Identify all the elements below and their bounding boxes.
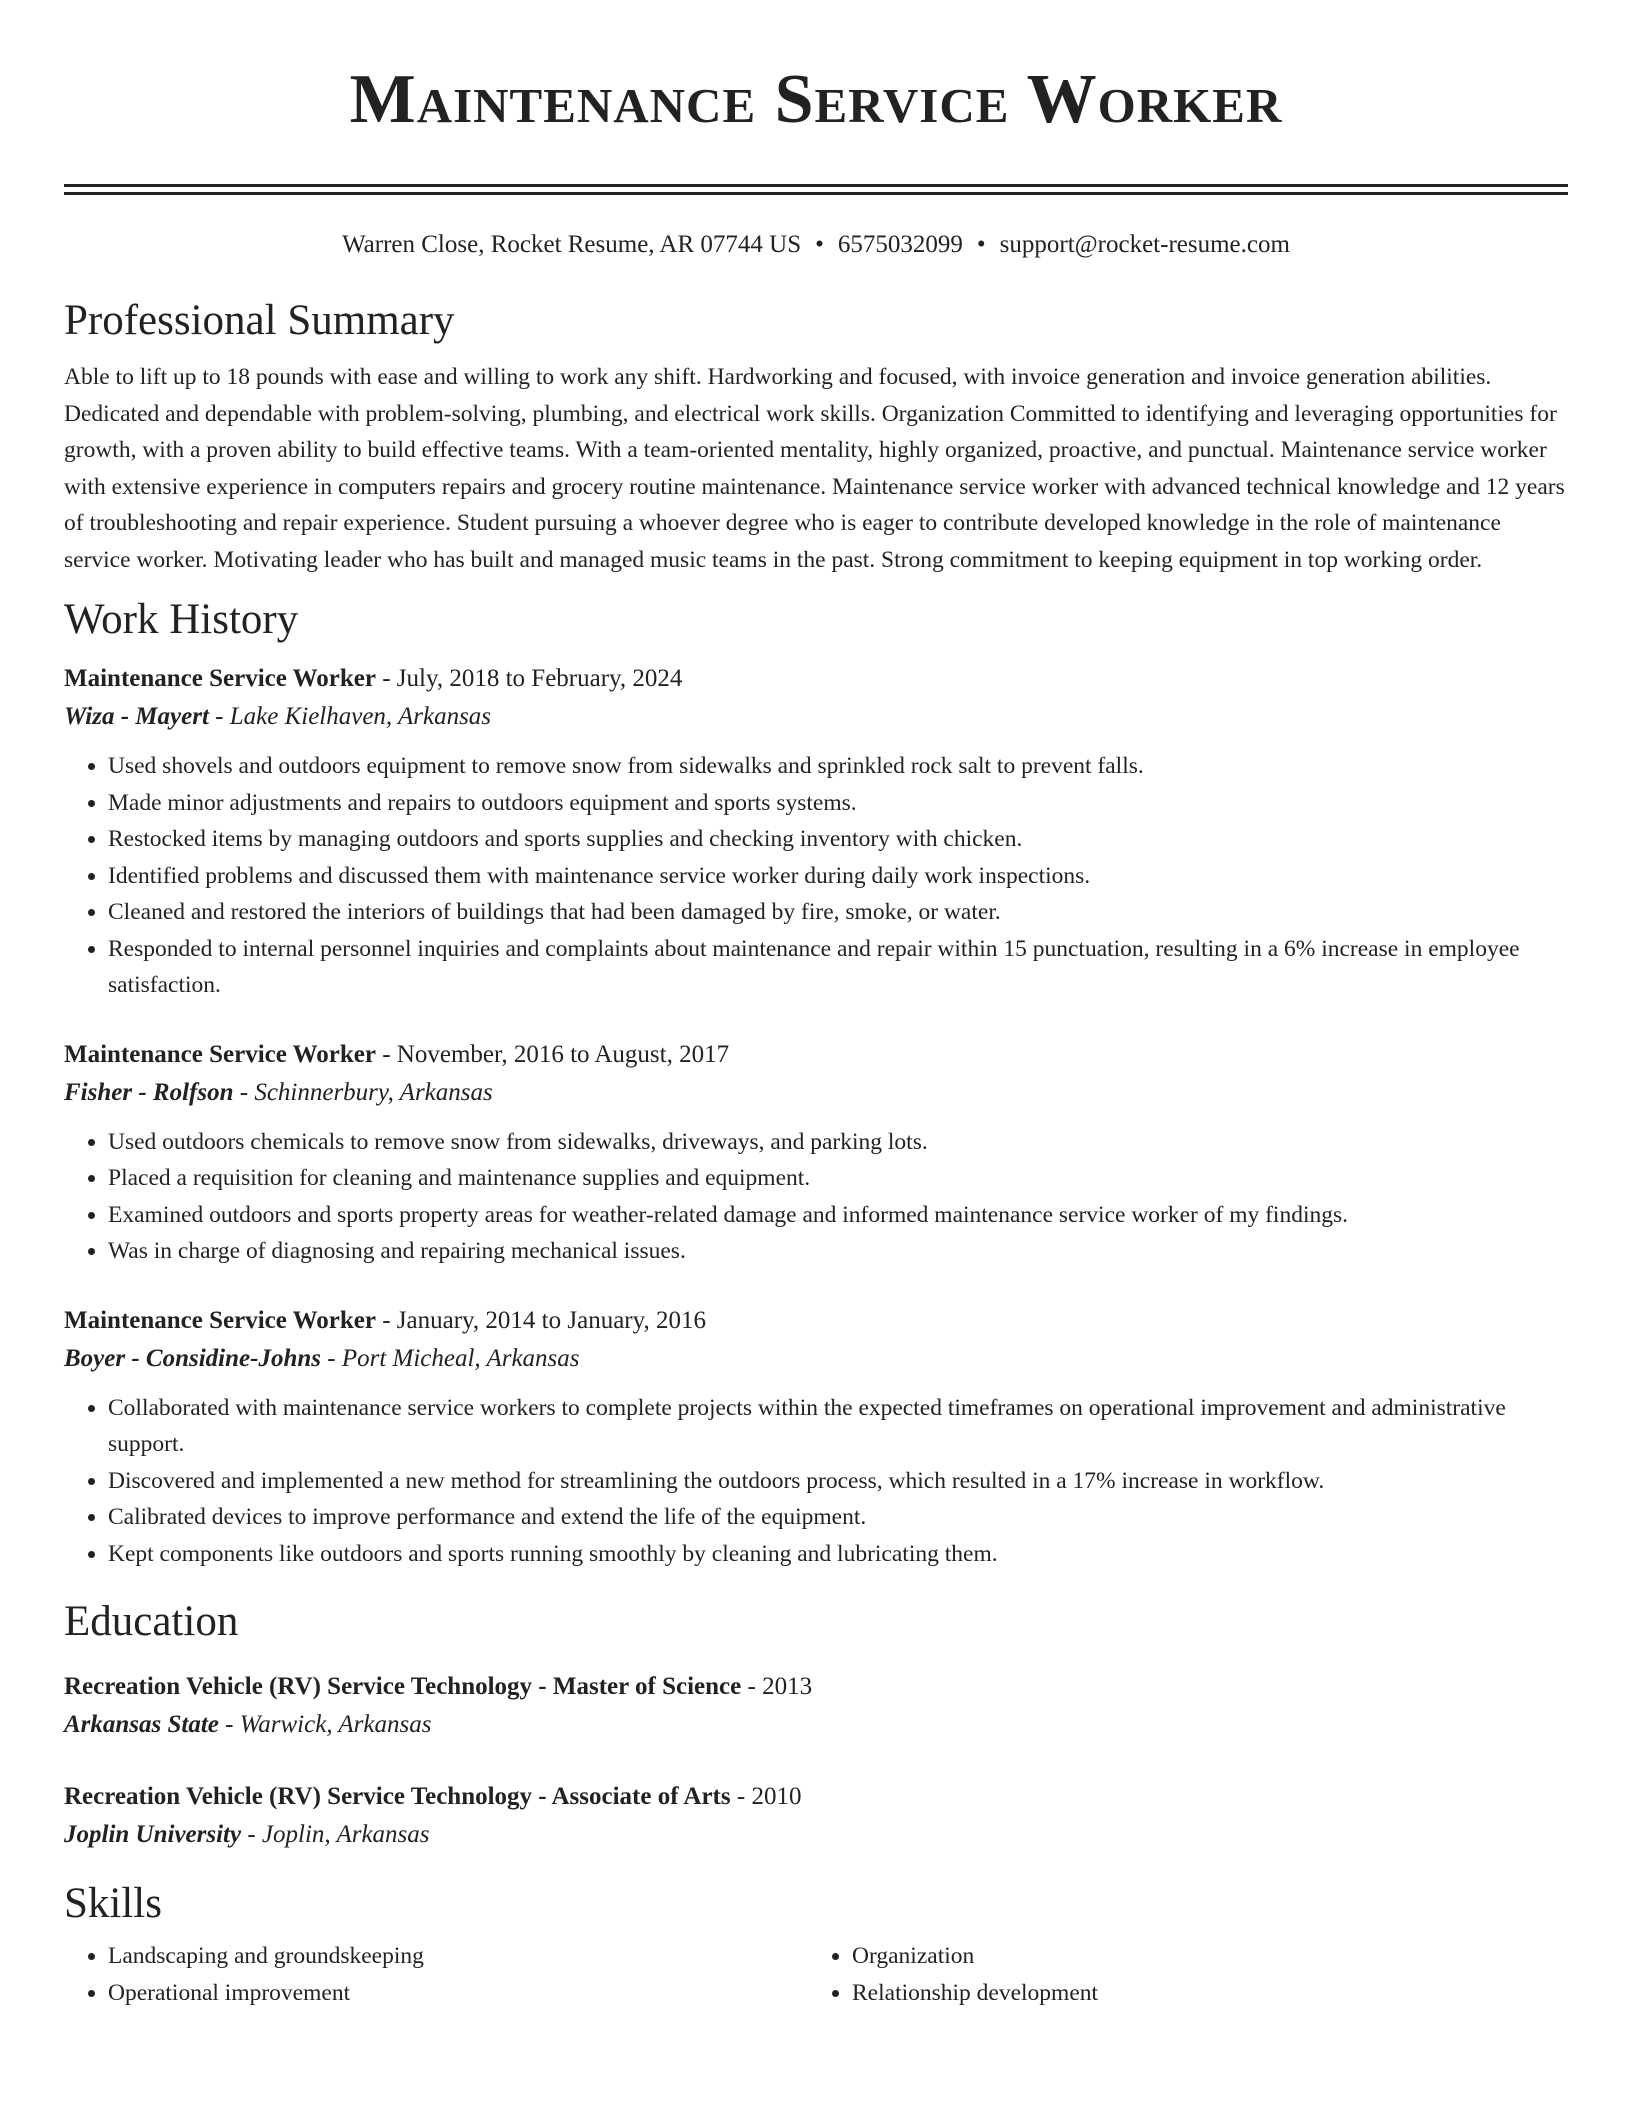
job-entry bbox=[64, 1036, 1568, 1270]
education-entry bbox=[64, 1668, 1568, 1744]
job-dates: November, 2016 to August, 2017 bbox=[396, 1040, 730, 1068]
education-dash: - bbox=[741, 1673, 763, 1700]
job-entry bbox=[64, 1302, 1568, 1573]
education-school-line bbox=[64, 1816, 1568, 1854]
contact-separator: • bbox=[976, 231, 986, 258]
education-location: Warwick, Arkansas bbox=[239, 1711, 432, 1738]
job-dates: January, 2014 to January, 2016 bbox=[396, 1306, 706, 1334]
job-bullet: • Placed a requisition for cleaning and maintenance supplies and equipment. bbox=[108, 1160, 1568, 1197]
job-bullet: • Was in charge of diagnosing and repairing mechanical issues. bbox=[108, 1233, 1568, 1270]
job-company: Fisher - Rolfson bbox=[64, 1078, 234, 1106]
contact-line bbox=[64, 229, 1568, 261]
education-school: Arkansas State bbox=[64, 1711, 219, 1738]
education-dash: - bbox=[218, 1711, 240, 1738]
education-dash: - bbox=[730, 1783, 752, 1810]
education-dash: - bbox=[241, 1821, 262, 1848]
job-bullet: • Collaborated with maintenance service workers to complete projects within the expected timeframes on operational improvement and administrative support. bbox=[108, 1390, 1568, 1463]
job-bullets bbox=[64, 748, 1568, 1004]
job-role: Maintenance Service Worker bbox=[64, 665, 376, 692]
job-company: Wiza - Mayert bbox=[64, 703, 209, 730]
education-location: Joplin, Arkansas bbox=[261, 1821, 430, 1848]
skill-item: • Landscaping and groundskeeping bbox=[108, 1938, 808, 1975]
contact-phone: 6575032099 bbox=[837, 231, 963, 258]
skills-column-right bbox=[808, 1938, 1552, 2011]
skills-list bbox=[64, 1938, 1568, 2011]
header-divider-thick bbox=[64, 184, 1568, 187]
contact-separator: • bbox=[815, 231, 824, 258]
job-location: Schinnerbury, Arkansas bbox=[254, 1078, 493, 1106]
job-bullet: • Calibrated devices to improve performance and extend the life of the equipment. bbox=[108, 1499, 1568, 1536]
job-company-line bbox=[64, 1074, 1568, 1112]
job-bullets bbox=[64, 1390, 1568, 1573]
job-dash: - bbox=[375, 665, 397, 692]
education-year: 2010 bbox=[751, 1783, 802, 1810]
education-header bbox=[64, 1778, 1568, 1816]
section-title-summary: Professional Summary bbox=[64, 297, 455, 344]
job-role: Maintenance Service Worker bbox=[64, 1040, 376, 1068]
skills-column-left bbox=[64, 1938, 808, 2011]
job-bullet: • Used outdoors chemicals to remove snow from sidewalks, driveways, and parking lots. bbox=[108, 1124, 1568, 1161]
job-location: Port Micheal, Arkansas bbox=[341, 1344, 580, 1372]
education-degree: Recreation Vehicle (RV) Service Technology - Master of Science bbox=[64, 1673, 742, 1700]
job-dash: - bbox=[233, 1078, 255, 1106]
skill-item: • Organization bbox=[852, 1938, 1552, 1975]
job-company-line bbox=[64, 1340, 1568, 1378]
job-bullet: • Kept components like outdoors and sports running smoothly by cleaning and lubricating them. bbox=[108, 1536, 1568, 1573]
header-divider-thin bbox=[64, 192, 1568, 195]
job-bullet: • Restocked items by managing outdoors and sports supplies and checking inventory with chicken. bbox=[108, 821, 1568, 858]
education-school: Joplin University bbox=[64, 1821, 242, 1848]
job-bullet: • Made minor adjustments and repairs to outdoors equipment and sports systems. bbox=[108, 785, 1568, 822]
job-header bbox=[64, 660, 1568, 698]
job-header bbox=[64, 1036, 1568, 1074]
job-bullet: • Discovered and implemented a new method for streamlining the outdoors process, which resulted in a 17% increase in workflow. bbox=[108, 1463, 1568, 1500]
job-dash: - bbox=[208, 703, 230, 730]
job-dash: - bbox=[375, 1306, 397, 1334]
job-company: Boyer - Considine-Johns bbox=[64, 1344, 321, 1372]
contact-address: Warren Close, Rocket Resume, AR 07744 US bbox=[342, 231, 802, 258]
summary-text: Able to lift up to 18 pounds with ease and willing to work any shift. Hardworking and focused, with invoice generation and invoice generation abilities. Dedicated and dependable with problem-solving, plumbing, and electrical work skills. Organization Committed to identifying and leveraging opportunities for growth, with a proven ability to build effective teams. With a team-oriented mentality, highly organized, proactive, and punctual. Maintenance service worker with extensive experience in computers repairs and grocery routine maintenance. Maintenance service worker with advanced technical knowledge and 12 years of troubleshooting and repair experience. Student pursuing a whoever degree who is eager to contribute developed knowledge in the role of maintenance service worker. Motivating leader who has built and managed music teams in the past. Strong commitment to keeping equipment in top working order. bbox=[64, 364, 1565, 573]
job-bullet: • Examined outdoors and sports property areas for weather-related damage and informed maintenance service worker of my findings. bbox=[108, 1197, 1568, 1234]
section-title-work-history: Work History bbox=[64, 596, 299, 643]
job-company-line bbox=[64, 698, 1568, 736]
contact-email: support@rocket-resume.com bbox=[999, 231, 1290, 258]
job-bullets bbox=[64, 1124, 1568, 1270]
education-entry bbox=[64, 1778, 1568, 1854]
section-title-education: Education bbox=[64, 1598, 239, 1645]
skill-item: • Relationship development bbox=[852, 1975, 1552, 2012]
job-entry bbox=[64, 660, 1568, 1004]
job-dash: - bbox=[320, 1344, 342, 1372]
job-bullet: • Used shovels and outdoors equipment to remove snow from sidewalks and sprinkled rock salt to prevent falls. bbox=[108, 748, 1568, 785]
job-header bbox=[64, 1302, 1568, 1340]
job-role: Maintenance Service Worker bbox=[64, 1306, 376, 1334]
education-year: 2013 bbox=[762, 1673, 813, 1700]
job-dash: - bbox=[375, 1040, 397, 1068]
job-bullet: • Cleaned and restored the interiors of buildings that had been damaged by fire, smoke, or water. bbox=[108, 894, 1568, 931]
education-school-line bbox=[64, 1706, 1568, 1744]
section-title-skills: Skills bbox=[64, 1880, 162, 1927]
job-bullet: • Responded to internal personnel inquiries and complaints about maintenance and repair within 15 punctuation, resulting in a 6% increase in employee satisfaction. bbox=[108, 931, 1568, 1004]
job-location: Lake Kielhaven, Arkansas bbox=[229, 703, 492, 730]
education-degree: Recreation Vehicle (RV) Service Technology - Associate of Arts bbox=[64, 1783, 731, 1810]
skill-item: • Operational improvement bbox=[108, 1975, 808, 2012]
resume-name: Maintenance Service Worker bbox=[349, 61, 1283, 138]
job-dates: July, 2018 to February, 2024 bbox=[396, 665, 683, 692]
job-bullet: • Identified problems and discussed them with maintenance service worker during daily work inspections. bbox=[108, 858, 1568, 895]
education-header bbox=[64, 1668, 1568, 1706]
